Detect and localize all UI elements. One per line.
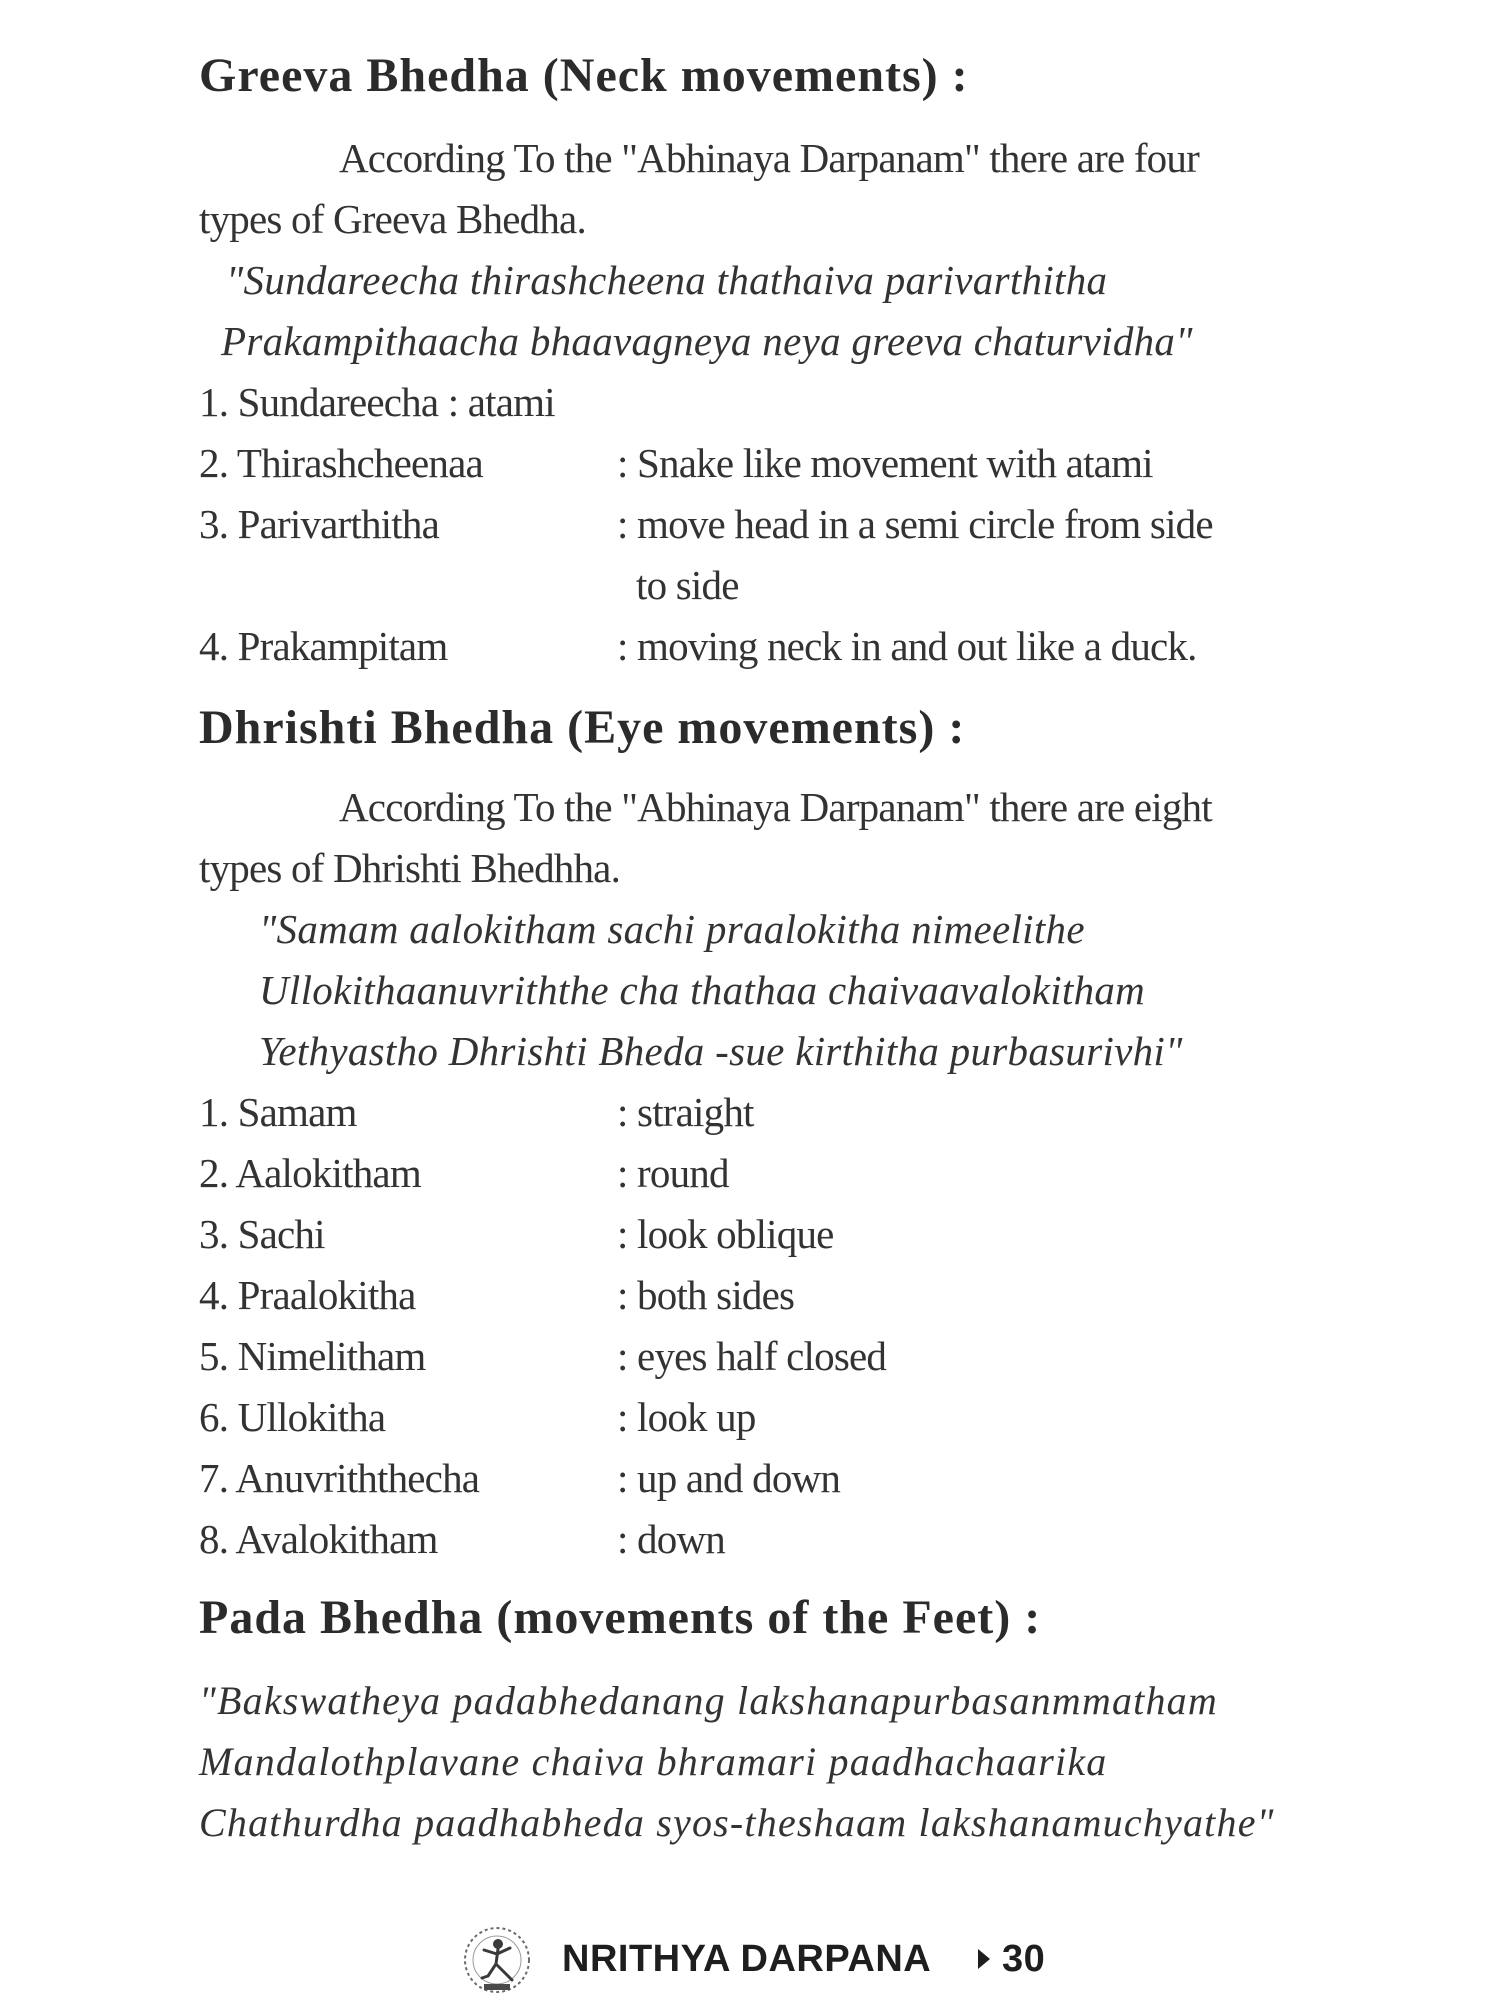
dhrishti-item-desc: : eyes half closed xyxy=(617,1333,887,1379)
greeva-item-desc: : Snake like movement with atami xyxy=(617,440,1153,486)
dhrishti-item-label: 5. Nimelitham xyxy=(199,1333,426,1379)
greeva-item-desc: : move head in a semi circle from side xyxy=(617,501,1213,547)
dhrishti-item-desc: : down xyxy=(617,1516,725,1562)
dhrishti-heading: Dhrishti Bhedha (Eye movements) : xyxy=(199,701,966,754)
dhrishti-item-label: 6. Ullokitha xyxy=(199,1394,386,1440)
dhrishti-item-label: 3. Sachi xyxy=(199,1211,325,1257)
dhrishti-verse-line2: Ullokithaanuvriththe cha thathaa chaivaavalokitham xyxy=(259,967,1146,1013)
dancer-emblem-icon xyxy=(458,1924,536,1996)
greeva-item-label: 4. Prakampitam xyxy=(199,623,448,669)
greeva-item-desc: : moving neck in and out like a duck. xyxy=(617,623,1197,669)
greeva-heading: Greeva Bhedha (Neck movements) : xyxy=(199,49,969,102)
dhrishti-verse-line3: Yethyastho Dhrishti Bheda -sue kirthitha purbasurivhi" xyxy=(259,1028,1183,1074)
dhrishti-verse-line1: "Samam aalokitham sachi praalokitha nimeelithe xyxy=(259,906,1085,952)
dhrishti-item-desc: : up and down xyxy=(617,1455,841,1501)
greeva-item-label: 2. Thirashcheenaa xyxy=(199,440,483,486)
pada-verse-line3: Chathurdha paadhabheda syos-theshaam lakshanamuchyathe" xyxy=(199,1800,1275,1845)
page-number: 30 xyxy=(1002,1938,1046,1980)
pada-heading: Pada Bhedha (movements of the Feet) : xyxy=(199,1591,1042,1644)
pada-verse-line1: "Bakswatheya padabhedanang lakshanapurbasanmmatham xyxy=(199,1678,1218,1723)
dhrishti-item-desc: : round xyxy=(617,1150,729,1196)
dhrishti-item-desc: : look up xyxy=(617,1394,756,1440)
dhrishti-item-label: 7. Anuvriththecha xyxy=(199,1455,480,1501)
footer-title: NRITHYA DARPANA xyxy=(562,1938,932,1980)
dhrishti-intro-line2: types of Dhrishti Bhedhha. xyxy=(199,845,621,891)
greeva-item-desc-continuation: to side xyxy=(636,562,739,608)
greeva-intro-line1: According To the "Abhinaya Darpanam" there are four xyxy=(339,135,1199,181)
dhrishti-item-label: 1. Samam xyxy=(199,1089,357,1135)
dhrishti-item-desc: : straight xyxy=(617,1089,754,1135)
triangle-right-icon xyxy=(976,1946,992,1972)
dhrishti-item-desc: : both sides xyxy=(617,1272,795,1318)
dhrishti-intro-line1: According To the "Abhinaya Darpanam" there are eight xyxy=(339,784,1212,830)
greeva-intro-line2: types of Greeva Bhedha. xyxy=(199,196,586,242)
pada-verse-line2: Mandalothplavane chaiva bhramari paadhachaarika xyxy=(199,1739,1108,1784)
dhrishti-item-desc: : look oblique xyxy=(617,1211,834,1257)
greeva-verse-line2: Prakampithaacha bhaavagneya neya greeva chaturvidha" xyxy=(221,318,1193,364)
greeva-item-label: 3. Parivarthitha xyxy=(199,501,439,547)
greeva-verse-line1: "Sundareecha thirashcheena thathaiva parivarthitha xyxy=(226,257,1108,303)
dhrishti-item-label: 2. Aalokitham xyxy=(199,1150,421,1196)
dhrishti-item-label: 4. Praalokitha xyxy=(199,1272,416,1318)
greeva-item-1: 1. Sundareecha : atami xyxy=(199,379,555,425)
dhrishti-item-label: 8. Avalokitham xyxy=(199,1516,438,1562)
